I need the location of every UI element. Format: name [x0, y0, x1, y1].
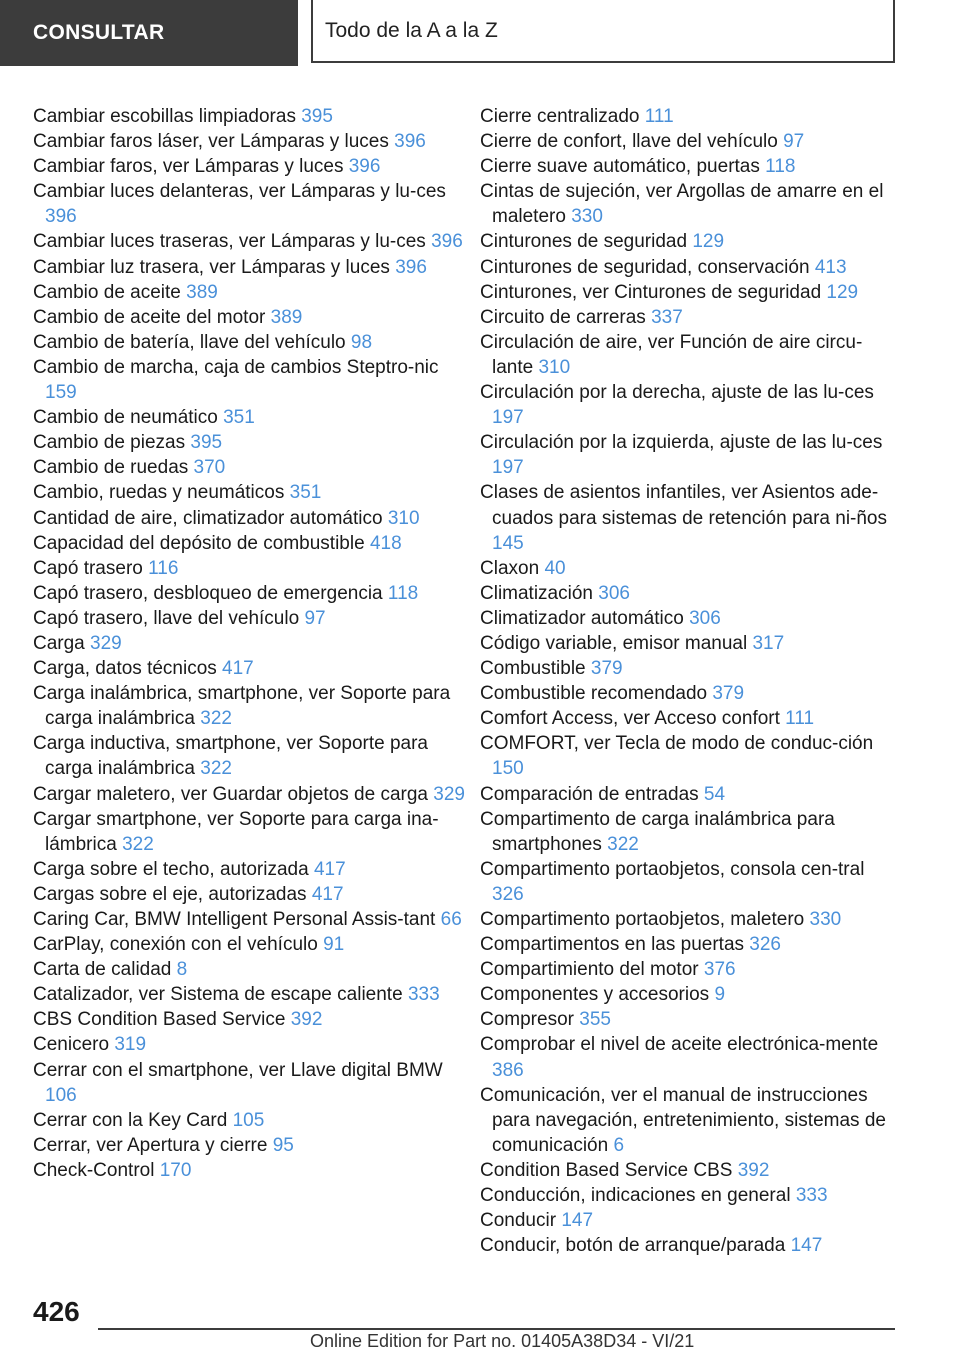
index-entry [480, 255, 900, 280]
index-entry [480, 380, 900, 430]
entry-term: Cambio de piezas [33, 432, 186, 454]
page-reference-link[interactable]: 118 [765, 156, 796, 178]
section-tab [0, 0, 298, 66]
entry-term: Circulación de aire, ver Función de aire circu‐​lante [480, 331, 863, 378]
entry-term: Conducir, botón de arranque/parada [480, 1235, 786, 1257]
index-entry [33, 606, 473, 631]
index-entry [480, 104, 900, 129]
page-reference-link[interactable]: 170 [159, 1159, 192, 1181]
index-entry [33, 857, 473, 882]
entry-term: Cinturones de seguridad, conservación [480, 256, 810, 278]
entry-term: Cierre centralizado [480, 106, 640, 127]
index-entry [33, 656, 473, 681]
index-entry [33, 129, 473, 154]
index-entry [33, 154, 473, 179]
index-entry [480, 581, 900, 606]
entry-term: Cinturones, ver Cinturones de seguridad [480, 281, 822, 303]
page-reference-link[interactable]: 106 [45, 1084, 77, 1106]
entry-term: Claxon [480, 557, 540, 579]
entry-term: Comparación de entradas [480, 783, 699, 805]
page-reference-link[interactable]: 97 [304, 607, 326, 629]
index-entry [480, 1183, 900, 1208]
entry-term: Capacidad del depósito de combustible [33, 532, 365, 554]
entry-term: Check-Control [33, 1159, 155, 1181]
index-entry [480, 1032, 900, 1082]
entry-term: Carga [33, 632, 85, 654]
page-reference-link[interactable]: 396 [395, 256, 427, 278]
page-reference-link[interactable]: 66 [440, 909, 462, 930]
page-reference-link[interactable]: 392 [737, 1159, 770, 1181]
page-reference-link[interactable]: 389 [270, 306, 303, 328]
index-entry [33, 430, 473, 455]
entry-term: Componentes y accesorios [480, 984, 710, 1006]
index-entry [480, 681, 900, 706]
index-entry [33, 932, 473, 957]
page-reference-link[interactable]: 392 [290, 1009, 323, 1031]
entry-term: Cambio de aceite [33, 281, 181, 303]
index-entry [480, 631, 900, 656]
page-reference-link[interactable]: 330 [571, 206, 603, 228]
page-reference-link[interactable]: 98 [350, 331, 373, 353]
entry-term: Circulación por la izquierda, ajuste de las lu‐​ces [480, 432, 883, 454]
index-column-left [33, 104, 473, 1183]
entry-term: Comunicación, ver el manual de instrucciones para navegación, entretenimiento, sistemas de comunicación [480, 1084, 886, 1156]
index-entry [33, 480, 473, 505]
page-reference-link[interactable]: 129 [826, 281, 859, 303]
index-entry [480, 330, 900, 380]
index-entry [33, 1133, 473, 1158]
entry-term: Carga inalámbrica, smartphone, ver Soporte para carga inalámbrica [33, 683, 451, 730]
index-entry [33, 104, 473, 129]
entry-term: Carga inductiva, smartphone, ver Soporte para carga inalámbrica [33, 733, 428, 780]
page-reference-link[interactable]: 396 [45, 206, 77, 228]
entry-term: Circulación por la derecha, ajuste de las lu‐​ces [480, 382, 874, 404]
page-reference-link[interactable]: 379 [712, 683, 745, 705]
entry-term: Comfort Access, ver Acceso confort [480, 708, 780, 730]
page-reference-link[interactable]: 91 [323, 934, 345, 956]
index-entry [480, 305, 900, 330]
entry-term: Cambiar escobillas limpiadoras [33, 106, 296, 127]
entry-term: Circuito de carreras [480, 306, 646, 328]
page-reference-link[interactable]: 396 [431, 231, 463, 253]
index-entry [33, 1058, 473, 1108]
page-reference-link[interactable]: 95 [272, 1134, 294, 1156]
entry-term: Capó trasero [33, 557, 143, 579]
entry-term: Carga, datos técnicos [33, 658, 217, 680]
page-reference-link[interactable]: 389 [186, 281, 218, 303]
entry-term: Caring Car, BMW Intelligent Personal Assis‐​tant [33, 909, 436, 930]
page-reference-link[interactable]: 379 [590, 658, 623, 680]
entry-term: Combustible [480, 658, 586, 680]
page-header [311, 0, 895, 63]
index-entry [33, 556, 473, 581]
index-entry [33, 330, 473, 355]
index-entry [33, 957, 473, 982]
entry-term: Compartimiento del motor [480, 959, 699, 981]
index-entry [480, 731, 900, 781]
entry-term: Cambiar faros, ver Lámparas y luces [33, 156, 344, 178]
entry-term: Compartimento de carga inalámbrica para smartphones [480, 808, 835, 855]
entry-term: Cerrar, ver Apertura y cierre [33, 1134, 268, 1156]
page-reference-link[interactable]: 395 [190, 432, 223, 454]
entry-term: COMFORT, ver Tecla de modo de conduc‐​ción [480, 733, 874, 755]
page-reference-link[interactable]: 333 [407, 984, 440, 1006]
entry-term: Cintas de sujeción, ver Argollas de amarre en el maletero [480, 181, 884, 228]
page-reference-link[interactable]: 319 [114, 1034, 147, 1056]
entry-term: Conducción, indicaciones en general [480, 1185, 791, 1207]
index-entry [480, 656, 900, 681]
page-reference-link[interactable]: 8 [176, 959, 188, 981]
index-entry [480, 932, 900, 957]
page-reference-link[interactable]: 376 [703, 959, 736, 981]
section-title: CONSULTAR [33, 21, 165, 44]
entry-term: Cargas sobre el eje, autorizadas [33, 883, 307, 905]
index-entry [480, 129, 900, 154]
page-reference-link[interactable]: 395 [301, 106, 333, 127]
index-entry [480, 556, 900, 581]
index-entry [480, 179, 900, 229]
entry-term: Compartimentos en las puertas [480, 934, 745, 956]
page-reference-link[interactable]: 351 [289, 482, 322, 504]
entry-term: Climatización [480, 582, 593, 604]
index-entry [33, 531, 473, 556]
entry-term: Código variable, emisor manual [480, 632, 748, 654]
page-reference-link[interactable]: 322 [607, 833, 639, 855]
index-entry [480, 229, 900, 254]
index-entry [33, 229, 473, 254]
page-reference-link[interactable]: 310 [387, 507, 420, 529]
page-reference-link[interactable]: 333 [795, 1185, 828, 1207]
page-reference-link[interactable]: 306 [689, 607, 721, 629]
entry-term: Cambio, ruedas y neumáticos [33, 482, 285, 504]
page-reference-link[interactable]: 417 [313, 858, 346, 880]
page-reference-link[interactable]: 197 [492, 457, 524, 479]
entry-term: Cambiar faros láser, ver Lámparas y luces [33, 131, 389, 153]
page-reference-link[interactable]: 417 [222, 658, 254, 680]
page-reference-link[interactable]: 145 [492, 532, 524, 554]
index-entry [33, 1158, 473, 1183]
page-reference-link[interactable]: 147 [561, 1210, 594, 1232]
index-entry [33, 179, 473, 229]
page-reference-link[interactable]: 129 [692, 231, 725, 253]
entry-term: Cierre suave automático, puertas [480, 156, 760, 178]
page-reference-link[interactable]: 6 [613, 1134, 625, 1156]
page-reference-link[interactable]: 417 [311, 883, 344, 905]
index-entry [33, 355, 473, 405]
entry-term: Clases de asientos infantiles, ver Asientos ade‐​cuados para sistemas de retención para ni‐​ños [480, 482, 888, 529]
entry-term: Cambio de batería, llave del vehículo [33, 331, 346, 353]
index-entry [480, 1233, 900, 1258]
entry-term: Cambio de ruedas [33, 457, 189, 479]
page-reference-link[interactable]: 337 [651, 306, 683, 328]
entry-term: Cambiar luces delanteras, ver Lámparas y lu‐​ces [33, 181, 446, 203]
index-entry [480, 606, 900, 631]
page-reference-link[interactable]: 306 [598, 582, 630, 604]
page-reference-link[interactable]: 413 [814, 256, 847, 278]
index-entry [480, 430, 900, 480]
entry-term: Cenicero [33, 1034, 110, 1056]
entry-term: Carta de calidad [33, 959, 172, 981]
index-entry [33, 982, 473, 1007]
index-entry [480, 857, 900, 907]
index-entry [33, 782, 473, 807]
index-entry [480, 1007, 900, 1032]
entry-term: Cambiar luz trasera, ver Lámparas y luces [33, 256, 390, 278]
page-reference-link[interactable]: 370 [193, 457, 226, 479]
page-reference-link[interactable]: 310 [538, 356, 571, 378]
page-reference-link[interactable]: 97 [783, 131, 805, 153]
page-reference-link[interactable]: 111 [644, 106, 674, 127]
index-entry [480, 782, 900, 807]
page-reference-link[interactable]: 396 [348, 156, 381, 178]
page-reference-link[interactable]: 326 [492, 883, 524, 905]
index-entry [33, 581, 473, 606]
page-reference-link[interactable]: 330 [809, 909, 842, 930]
index-entry [33, 506, 473, 531]
page-reference-link[interactable]: 105 [232, 1109, 265, 1131]
entry-term: Conducir [480, 1210, 557, 1232]
index-entry [33, 631, 473, 656]
index-entry [33, 731, 473, 781]
entry-term: Compartimento portaobjetos, consola cen‐​tral [480, 858, 865, 880]
index-entry [480, 280, 900, 305]
index-entry [33, 405, 473, 430]
index-entry [33, 1007, 473, 1032]
page-reference-link[interactable]: 40 [544, 557, 566, 579]
entry-term: Condition Based Service CBS [480, 1159, 733, 1181]
entry-term: Cargar maletero, ver Guardar objetos de carga [33, 783, 428, 805]
index-entry [33, 1032, 473, 1057]
page-reference-link[interactable]: 111 [785, 708, 815, 730]
page-reference-link[interactable]: 329 [90, 632, 122, 654]
page-reference-link[interactable]: 118 [387, 582, 419, 604]
index-entry [33, 455, 473, 480]
entry-term: Compartimento portaobjetos, maletero [480, 909, 805, 930]
index-entry [33, 280, 473, 305]
page-reference-link[interactable]: 317 [752, 632, 785, 654]
index-entry [33, 681, 473, 731]
entry-term: Cinturones de seguridad [480, 231, 688, 253]
edition-note: Online Edition for Part no. 01405A38D34 - VI/21 [310, 1331, 695, 1351]
page-reference-link[interactable]: 9 [714, 984, 726, 1006]
index-entry [33, 807, 473, 857]
index-entry [33, 305, 473, 330]
page-reference-link[interactable]: 322 [200, 758, 232, 780]
page-reference-link[interactable]: 147 [790, 1235, 823, 1257]
index-entry [480, 907, 900, 932]
entry-term: CBS Condition Based Service [33, 1009, 286, 1031]
entry-term: Compresor [480, 1009, 574, 1031]
page-reference-link[interactable]: 54 [703, 783, 726, 805]
page-reference-link[interactable]: 159 [45, 382, 77, 404]
index-entry [33, 907, 473, 932]
entry-term: Capó trasero, desbloqueo de emergencia [33, 582, 383, 604]
index-entry [480, 1158, 900, 1183]
page-reference-link[interactable]: 322 [200, 708, 232, 730]
page-reference-link[interactable]: 197 [492, 407, 524, 429]
page-reference-link[interactable]: 329 [433, 783, 465, 805]
entry-term: Comprobar el nivel de aceite electrónica‐​mente [480, 1034, 879, 1056]
index-entry [480, 807, 900, 857]
entry-term: Cargar smartphone, ver Soporte para carga ina‐​lámbrica [33, 808, 439, 855]
index-entry [33, 255, 473, 280]
page-reference-link[interactable]: 322 [122, 833, 154, 855]
index-entry [480, 154, 900, 179]
page-reference-link[interactable]: 351 [223, 407, 255, 429]
index-entry [480, 1208, 900, 1233]
index-entry [480, 706, 900, 731]
entry-term: Cantidad de aire, climatizador automático [33, 507, 383, 529]
page-reference-link[interactable]: 355 [579, 1009, 611, 1031]
page-reference-link[interactable]: 396 [394, 131, 426, 153]
index-entry [480, 957, 900, 982]
footer-divider [98, 1328, 895, 1330]
entry-term: Cambio de aceite del motor [33, 306, 266, 328]
entry-term: Cierre de confort, llave del vehículo [480, 131, 778, 153]
entry-term: Cambio de marcha, caja de cambios Steptro‐​nic [33, 356, 439, 378]
page-reference-link[interactable]: 418 [369, 532, 402, 554]
page-reference-link[interactable]: 386 [492, 1059, 524, 1081]
entry-term: Cerrar con la Key Card [33, 1109, 228, 1131]
page-title: Todo de la A a la Z [325, 18, 498, 42]
page-number: 426 [33, 1296, 80, 1327]
index-entry [480, 480, 900, 555]
page-reference-link[interactable]: 150 [492, 758, 524, 780]
page-reference-link[interactable]: 326 [749, 934, 781, 956]
entry-term: Catalizador, ver Sistema de escape caliente [33, 984, 403, 1006]
index-entry [33, 882, 473, 907]
entry-term: Climatizador automático [480, 607, 684, 629]
entry-term: Cerrar con el smartphone, ver Llave digital BMW [33, 1059, 443, 1081]
entry-term: Capó trasero, llave del vehículo [33, 607, 300, 629]
entry-term: Carga sobre el techo, autorizada [33, 858, 309, 880]
index-column-right [480, 104, 900, 1258]
index-entry [480, 982, 900, 1007]
entry-term: Combustible recomendado [480, 683, 708, 705]
page-reference-link[interactable]: 116 [148, 557, 179, 579]
entry-term: Cambio de neumático [33, 407, 218, 429]
index-entry [33, 1108, 473, 1133]
index-entry [480, 1083, 900, 1158]
entry-term: CarPlay, conexión con el vehículo [33, 934, 318, 956]
entry-term: Cambiar luces traseras, ver Lámparas y lu‐​ces [33, 231, 426, 253]
